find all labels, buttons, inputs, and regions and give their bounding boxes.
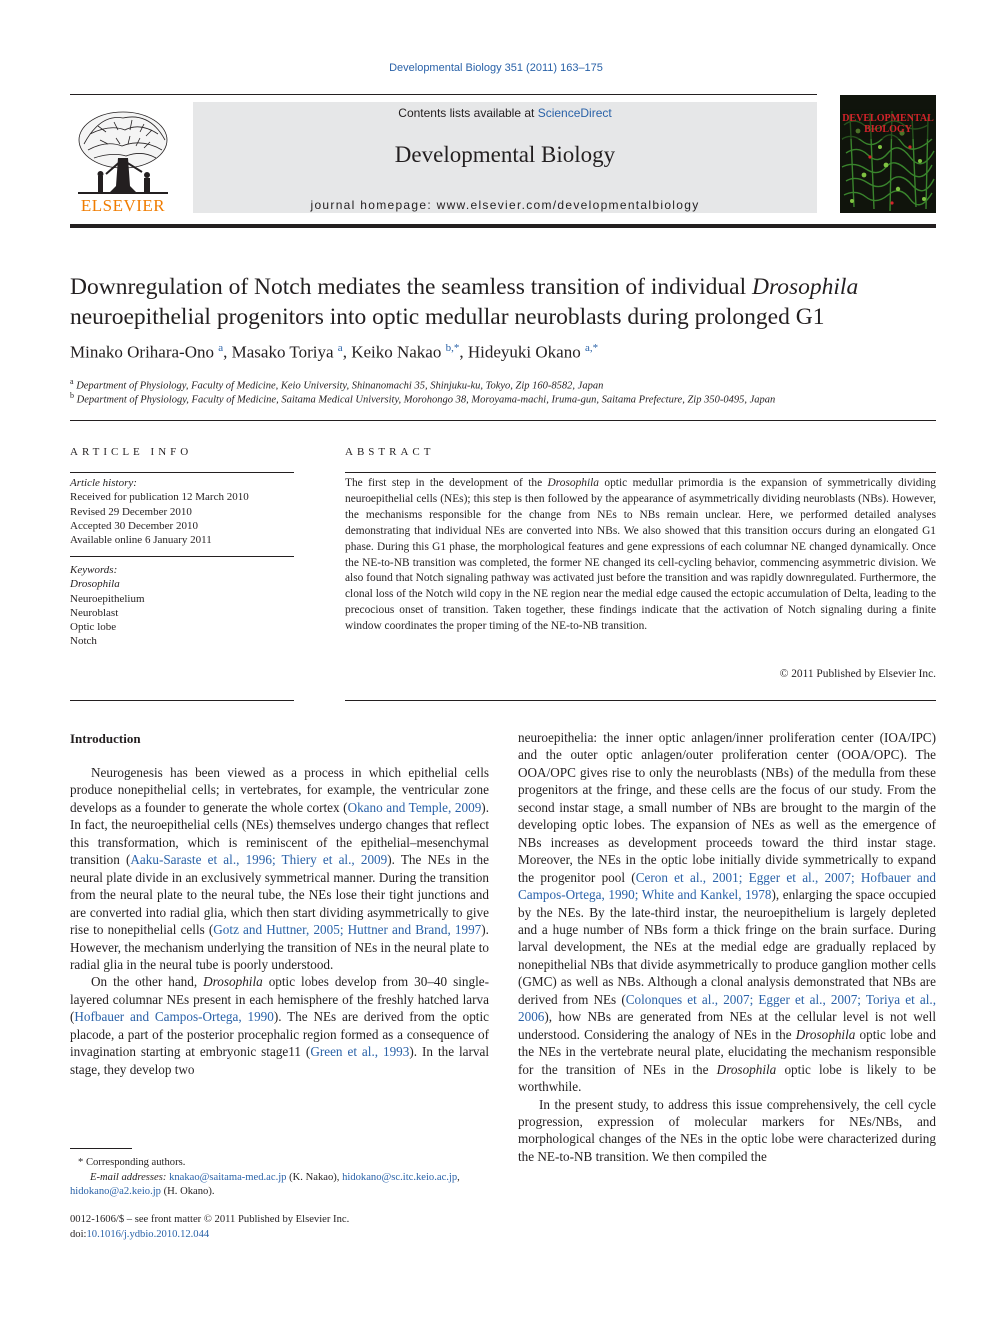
text-run: ). The NEs in the neural plate divide in an exclusively symmetrical manner. During the transition from the neural plate to the neural tube, the NEs lose their tight junctions and are converted into radial glia, which then start dividing asymmetrically to give rise to nonepithelial cells ( [70, 852, 489, 938]
article-history [70, 476, 294, 547]
history-label: Article history: [70, 477, 137, 489]
email-link-okano-2[interactable]: hidokano@a2.keio.jp [70, 1186, 161, 1197]
title-italic-genus: Drosophila [752, 274, 859, 300]
text-run: ). However, the mechanism underlying the transition of NEs in the neural plate to radial glia in the neural tube is poorly understood. [70, 922, 489, 972]
article-info-heading: ARTICLE INFO [70, 446, 193, 458]
text-run: ). In fact, the neuroepithelial cells (NEs) themselves undergo changes that reflect this transformation, which is reminiscent of the epithelial–mesenchymal transition ( [70, 799, 489, 868]
author-separator: , [342, 342, 352, 362]
affiliation-b [70, 391, 940, 406]
cover-title [840, 113, 936, 135]
corresponding-authors: * Corresponding authors. [78, 1157, 186, 1168]
issn-doi-block [70, 1213, 490, 1242]
keyword-item: Optic lobe [70, 621, 117, 634]
title-part-1: Downregulation of Notch mediates the seamless transition of individual [70, 274, 753, 300]
keyword-item: Drosophila [70, 578, 120, 591]
affiliation-a-text: Department of Physiology, Faculty of Medicine, Keio University, Shinanomachi 35, Shinjuku-ku, Tokyo, Zip 160-8582, Japan [76, 380, 604, 392]
author-name[interactable]: Minako Orihara-Ono [70, 342, 219, 362]
abstract-text-1: The first step in the development of the [345, 477, 548, 489]
elsevier-logo[interactable] [70, 104, 176, 214]
abstract-heading: ABSTRACT [345, 446, 435, 458]
email-owner-nakao: (K. Nakao), [286, 1171, 343, 1183]
affiliation-a [70, 377, 940, 392]
email-link-nakao[interactable]: knakao@saitama-med.ac.jp [169, 1171, 287, 1183]
affiliation-a-marker: a [70, 377, 74, 386]
article-info-rule-top [70, 472, 294, 473]
keyword-item: Notch [70, 635, 97, 648]
text-run: optic lobe is likely to be worthwhile. [518, 1061, 936, 1095]
history-accepted: Accepted 30 December 2010 [70, 519, 198, 532]
keyword-item: Neuroepithelium [70, 592, 145, 605]
abstract-rule-top [345, 472, 936, 473]
citation-link[interactable]: Colonques et al., 2007; Egger et al., 2007; Toriya et al., 2006 [518, 991, 937, 1025]
homepage-url-link[interactable]: www.elsevier.com/developmentalbiology [436, 198, 700, 212]
body-column-right [518, 729, 936, 1165]
keywords-label: Keywords: [70, 564, 118, 576]
article-title [70, 272, 940, 332]
title-block-rule [70, 420, 936, 421]
email-link-okano-1[interactable]: hidokano@sc.itc.keio.ac.jp [342, 1171, 458, 1183]
author-separator: , [223, 342, 232, 362]
affiliation-b-text: Department of Physiology, Faculty of Medicine, Saitama Medical University, Morohongo 38, Moroyama-machi, Iruma-gun, Saitama Prefecture, Zip 350-0495, Japan [76, 394, 776, 406]
text-run: In the present study, to address this issue comprehensively, the cell cycle progression, expression of molecular markers for NEs/NBs, and morphological changes of the NEs in the optic lobe were characterized during the NE-to-NB transition. We then compiled the [518, 1096, 936, 1164]
email-separator: , [457, 1171, 460, 1183]
text-run: ), enlarging the space occupied by the NEs. By the late-third instar, the neuroepithelium is largely depleted and a huge number of NBs form a thick fringe on the brain surface. During larval development, the NEs at the medial edge are gradually replaced by nonepithelial NBs that divide asymmetrically to produce ganglion mother cells (GMC) as well as NBs. Although a clonal analysis demonstrated that NBs are derived from NEs ( [518, 887, 936, 1007]
doi-link[interactable]: 10.1016/j.ydbio.2010.12.044 [86, 1228, 210, 1240]
abstract-italic: Drosophila [547, 477, 600, 489]
email-label: E-mail addresses: [90, 1171, 167, 1183]
title-part-2: neuroepithelial progenitors into optic medullar neuroblasts during prolonged G1 [70, 304, 825, 330]
corresponding-footnote [70, 1156, 490, 1200]
contents-line [193, 106, 817, 120]
header-bottom-rule [70, 224, 936, 228]
body-column-left [70, 764, 489, 1078]
contents-prefix: Contents lists available at [398, 106, 538, 120]
history-revised: Revised 29 December 2010 [70, 505, 192, 518]
text-run: On the other hand, [91, 974, 204, 990]
abstract-text [345, 476, 936, 635]
cover-title-line2: BIOLOGY [864, 124, 912, 135]
author-name[interactable]: Hideyuki Okano [467, 342, 585, 362]
text-run: neuroepithelia: the inner optic anlagen/inner proliferation center (IOA/IPC) and the outer optic anlagen/outer proliferation center (OOA/OPC). The OOA/OPC gives rise to only the neuroblasts (NBs) of the medulla from these progenitors at the fringe, and these cells are the focus of our study. From the second instar stage, a small number of NBs are brought to the margin of the developing optic lobes. The expansion of NEs as well as the emergence of NBs increases as development proceeds toward the third instar stage. Moreover, the NEs in the optic lobe initially divide symmetrically to expand the progenitor pool ( [518, 730, 936, 885]
journal-citation[interactable]: Developmental Biology 351 (2011) 163–175 [389, 62, 603, 74]
abstract-text-2: optic medullar primordia is the expansion of symmetrically dividing neuroepithelial cells (NEs); this step is then followed by the appearance of asymmetrically dividing neuroblasts (NBs). However, the mechanisms responsible for the change from NEs to NBs remain unclear. Here, we performed detailed analyses demonstrating that individual NEs are converted into NBs. We also showed that this transition occurs during an elongated G1 phase. During this G1 phase, the morphological features and gene expressions of each columnar NE changed dynamically. Once the NE-to-NB transition was completed, the former NE changed its cell-cycling behavior, commencing asymmetric division. We also found that Notch signaling pathway was activated just before the transition and was rapidly downregulated. Furthermore, the clonal loss of the Notch wild copy in the NE region near the medial edge caused the ectopic accumulation of Delta, leading to the precocious onset of transition. Taken together, these findings indicate that the activation of Notch signaling during a finite window coordinates the proper timing of the NE-to-NB transition. [345, 477, 936, 633]
citation-link[interactable]: Ceron et al., 2001; Egger et al., 2007; Hofbauer and Campos-Ortega, 1990; White and Kankel, 1978 [518, 869, 936, 903]
author-list [70, 342, 940, 363]
citation-link[interactable]: Gotz and Huttner, 2005; Huttner and Brand, 1997 [213, 922, 482, 938]
author-affiliation-marker[interactable]: b,* [445, 342, 460, 354]
sciencedirect-link[interactable]: ScienceDirect [537, 106, 612, 120]
citation-link[interactable]: Green et al., 1993 [310, 1044, 410, 1060]
article-info-rule-mid [70, 556, 294, 557]
citation-link[interactable]: Aaku-Saraste et al., 1996; Thiery et al., 2009 [130, 852, 388, 868]
abstract-copyright: © 2011 Published by Elsevier Inc. [779, 668, 936, 680]
text-run: Neurogenesis has been viewed as a process in which epithelial cells produce nonepithelial cells; in vertebrates, for example, the ventricular zone develops as a founder to generate the whole cortex ( [70, 765, 489, 815]
doi-label: doi: [70, 1228, 87, 1240]
history-online: Available online 6 January 2011 [70, 534, 212, 547]
text-run: optic lobe and the NEs in the vertebrate neural plate, elucidating the mechanism responsible for the transition of NEs in the [518, 1026, 936, 1077]
journal-cover-image[interactable] [840, 95, 936, 213]
abstract-rule-bottom [345, 700, 936, 701]
italic-term: Drosophila [795, 1026, 856, 1042]
issn-line: 0012-1606/$ – see front matter © 2011 Published by Elsevier Inc. [70, 1214, 350, 1225]
body-paragraph [518, 1096, 936, 1166]
italic-term: Drosophila [716, 1061, 777, 1077]
text-run: ). The NEs are derived from the optic placode, a part of the posterior procephalic region formed as a consequence of invagination starting at embryonic stage11 ( [70, 1009, 489, 1060]
cover-title-line1: DEVELOPMENTAL [842, 113, 934, 124]
affiliation-b-marker: b [70, 391, 74, 400]
keyword-item: Neuroblast [70, 606, 119, 619]
history-received: Received for publication 12 March 2010 [70, 491, 249, 504]
keywords [70, 563, 294, 649]
footnote-rule [70, 1148, 132, 1149]
author-name[interactable]: Keiko Nakao [351, 342, 446, 362]
header-top-rule [70, 94, 817, 95]
homepage-label: journal homepage: [310, 198, 437, 212]
email-owner-okano: (H. Okano). [160, 1186, 215, 1197]
body-paragraph [70, 973, 489, 1078]
text-run: optic lobes develop from 30–40 single-layered columnar NEs present in each hemisphere of the freshly hatched larva ( [70, 974, 489, 1025]
author-affiliation-marker[interactable]: a,* [584, 342, 599, 354]
author-affiliation-marker[interactable]: a [218, 342, 224, 354]
citation-link[interactable]: Hofbauer and Campos-Ortega, 1990 [74, 1009, 274, 1025]
text-run: ). In the larval stage, they develop two [70, 1044, 490, 1077]
journal-homepage [193, 198, 817, 212]
author-name[interactable]: Masako Toriya [231, 342, 338, 362]
author-affiliation-marker[interactable]: a [337, 342, 343, 354]
journal-name: Developmental Biology [394, 142, 616, 167]
body-paragraph [518, 729, 936, 1096]
author-separator: , [459, 342, 468, 362]
italic-term: Drosophila [203, 974, 263, 990]
text-run: ), how NBs are generated from NEs at the cellular level is not well understood. Considering the analogy of NEs in the [518, 1009, 936, 1042]
citation-link[interactable]: Okano and Temple, 2009 [347, 799, 482, 815]
article-info-rule-bottom [70, 700, 294, 701]
elsevier-wordmark: ELSEVIER [80, 196, 166, 215]
body-paragraph [70, 764, 489, 973]
introduction-heading: Introduction [70, 731, 141, 746]
